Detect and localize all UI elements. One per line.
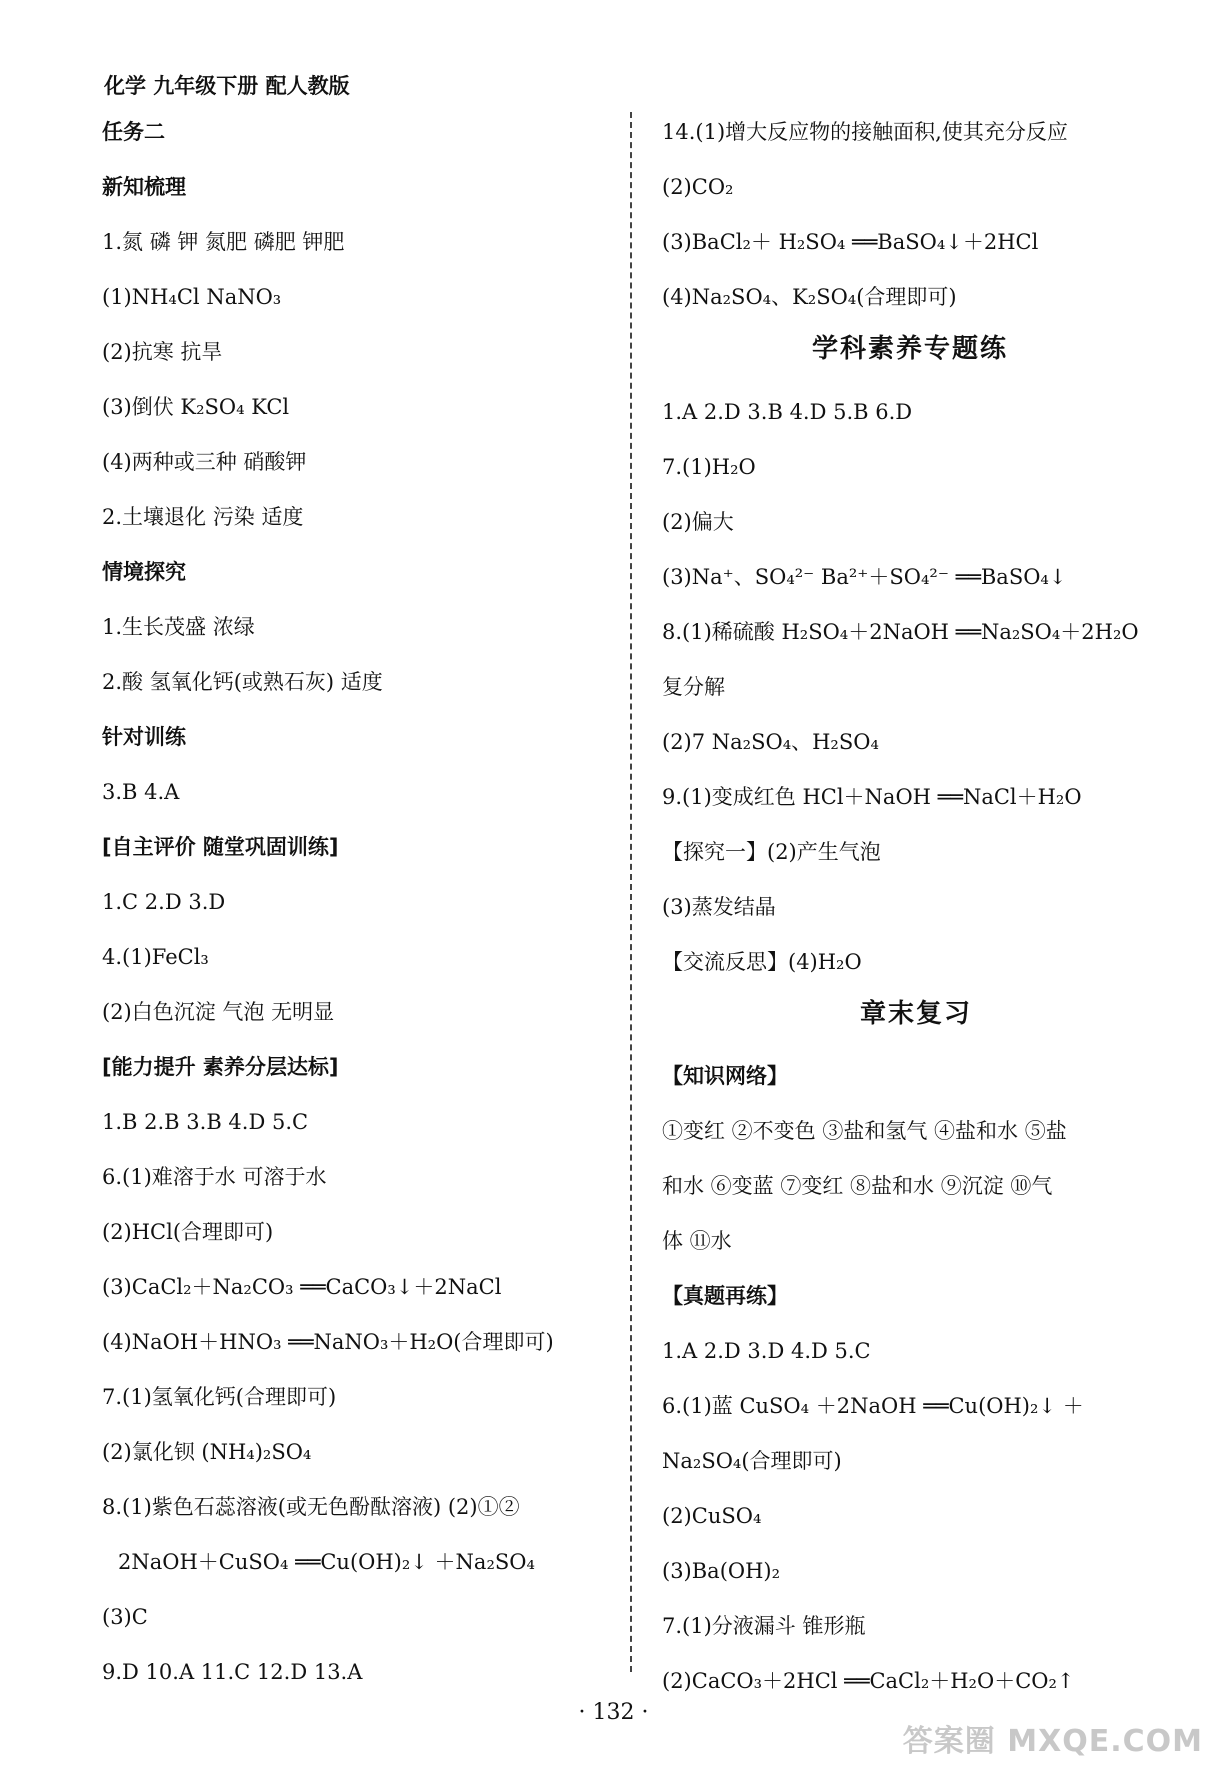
answer-line: (3)Na⁺、SO₄²⁻ Ba²⁺＋SO₄²⁻ ══BaSO₄↓	[662, 565, 1067, 589]
answer-line: (4)NaOH＋HNO₃ ══NaNO₃＋H₂O(合理即可)	[102, 1330, 554, 1354]
page-number: · 132 ·	[578, 1700, 649, 1725]
section-heading: 新知梳理	[102, 175, 186, 199]
answer-line: (1)NH₄Cl NaNO₃	[102, 285, 282, 309]
answer-line: 复分解	[662, 675, 725, 699]
answer-line: (2)抗寒 抗旱	[102, 340, 223, 364]
answer-line: 1.C 2.D 3.D	[102, 890, 226, 914]
answer-line: (3)Ba(OH)₂	[662, 1559, 781, 1583]
answer-line: 1.生长茂盛 浓绿	[102, 615, 255, 639]
section-heading: 【真题再练】	[662, 1284, 788, 1308]
answer-line: (2)CaCO₃＋2HCl ══CaCl₂＋H₂O＋CO₂↑	[662, 1669, 1075, 1693]
section-heading: 【知识网络】	[662, 1064, 788, 1088]
section-heading: 针对训练	[102, 725, 186, 749]
answer-line: (3)CaCl₂＋Na₂CO₃ ══CaCO₃↓＋2NaCl	[102, 1275, 502, 1299]
section-title: 章末复习	[860, 999, 973, 1029]
answer-line: Na₂SO₄(合理即可)	[662, 1449, 842, 1473]
section-heading: [自主评价 随堂巩固训练]	[102, 835, 339, 859]
answer-line: (4)Na₂SO₄、K₂SO₄(合理即可)	[662, 285, 957, 309]
answer-line: (2)氯化钡 (NH₄)₂SO₄	[102, 1440, 312, 1464]
answer-line: (2)白色沉淀 气泡 无明显	[102, 1000, 335, 1024]
answer-line: 6.(1)蓝 CuSO₄ ＋2NaOH ══Cu(OH)₂↓ ＋	[662, 1394, 1084, 1418]
answer-line: 2.土壤退化 污染 适度	[102, 505, 304, 529]
answer-line: 2.酸 氢氧化钙(或熟石灰) 适度	[102, 670, 383, 694]
answer-line: 8.(1)稀硫酸 H₂SO₄＋2NaOH ══Na₂SO₄＋2H₂O	[662, 620, 1139, 644]
answer-line: (2)7 Na₂SO₄、H₂SO₄	[662, 730, 879, 754]
answer-line: (2)CuSO₄	[662, 1504, 762, 1528]
section-heading: 任务二	[102, 120, 165, 144]
answer-line: 1.A 2.D 3.B 4.D 5.B 6.D	[662, 400, 913, 424]
answer-line: (3)C	[102, 1605, 148, 1629]
answer-line: (2)偏大	[662, 510, 734, 534]
answer-line: 7.(1)氢氧化钙(合理即可)	[102, 1385, 337, 1409]
answer-line: 【探究一】(2)产生气泡	[662, 840, 881, 864]
answer-line: (2)CO₂	[662, 175, 734, 199]
answer-line: 8.(1)紫色石蕊溶液(或无色酚酞溶液) (2)①②	[102, 1495, 520, 1519]
answer-line: 2NaOH＋CuSO₄ ══Cu(OH)₂↓ ＋Na₂SO₄	[118, 1550, 535, 1574]
answer-line: 14.(1)增大反应物的接触面积,使其充分反应	[662, 120, 1068, 144]
answer-line: 【交流反思】(4)H₂O	[662, 950, 862, 974]
answer-line: 7.(1)分液漏斗 锥形瓶	[662, 1614, 866, 1638]
section-heading: 情境探究	[102, 560, 186, 584]
answer-line: ①变红 ②不变色 ③盐和氢气 ④盐和水 ⑤盐	[662, 1119, 1067, 1143]
column-divider	[630, 112, 632, 1672]
answer-line: (3)倒伏 K₂SO₄ KCl	[102, 395, 290, 419]
answer-line: 1.A 2.D 3.D 4.D 5.C	[662, 1339, 871, 1363]
page-header: 化学 九年级下册 配人教版	[104, 74, 350, 98]
answer-line: 体 ⑪水	[662, 1229, 732, 1253]
answer-line: (3)蒸发结晶	[662, 895, 776, 919]
answer-line: 4.(1)FeCl₃	[102, 945, 209, 969]
answer-line: 1.B 2.B 3.B 4.D 5.C	[102, 1110, 309, 1134]
answer-line: 6.(1)难溶于水 可溶于水	[102, 1165, 327, 1189]
answer-line: 9.D 10.A 11.C 12.D 13.A	[102, 1660, 363, 1684]
watermark: 答案圈 MXQE.COM	[902, 1724, 1203, 1759]
answer-line: 9.(1)变成红色 HCl＋NaOH ══NaCl＋H₂O	[662, 785, 1082, 809]
answer-line: (3)BaCl₂＋ H₂SO₄ ══BaSO₄↓＋2HCl	[662, 230, 1039, 254]
answer-line: 1.氮 磷 钾 氮肥 磷肥 钾肥	[102, 230, 345, 254]
section-title: 学科素养专题练	[812, 334, 1009, 364]
section-heading: [能力提升 素养分层达标]	[102, 1055, 339, 1079]
answer-line: 和水 ⑥变蓝 ⑦变红 ⑧盐和水 ⑨沉淀 ⑩气	[662, 1174, 1053, 1198]
answer-line: 7.(1)H₂O	[662, 455, 756, 479]
answer-line: 3.B 4.A	[102, 780, 180, 804]
answer-line: (4)两种或三种 硝酸钾	[102, 450, 307, 474]
answer-line: (2)HCl(合理即可)	[102, 1220, 274, 1244]
